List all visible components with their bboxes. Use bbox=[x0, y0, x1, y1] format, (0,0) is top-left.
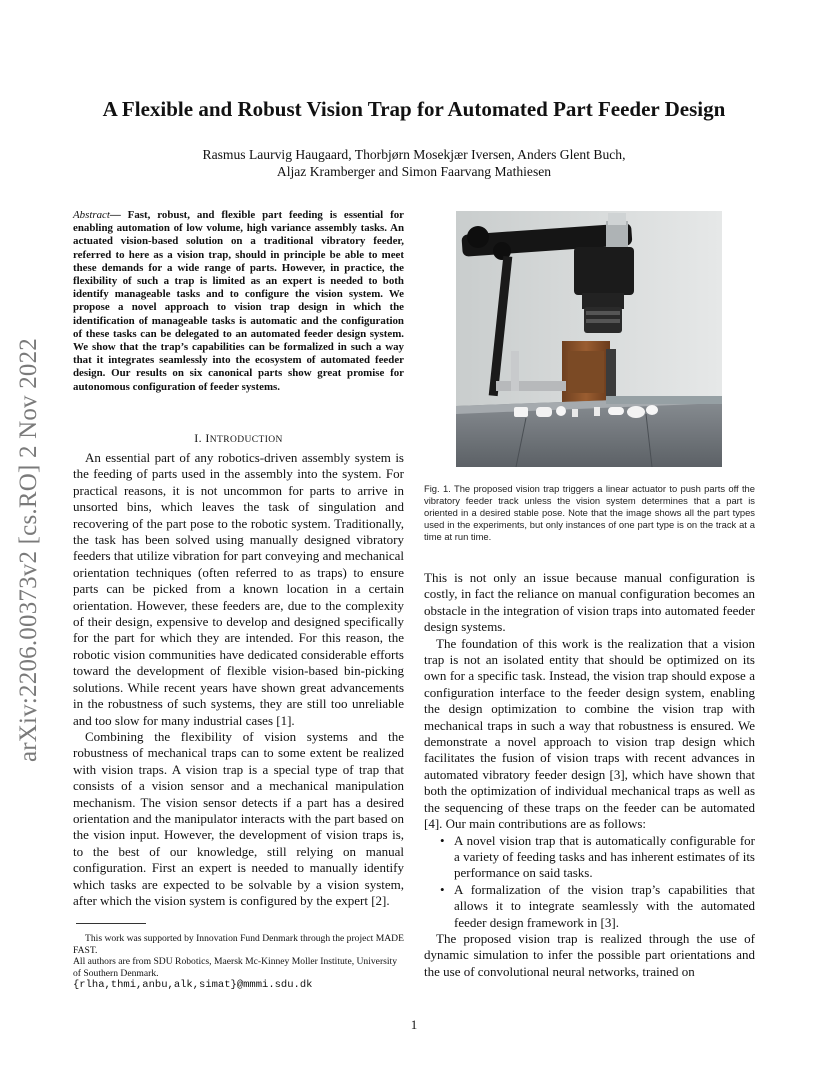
paragraph-intro-1: An essential part of any robotics-driven assembly system is the feeding of parts used in the assembly into the system. For practical reasons, it is not uncommon for parts to arrive in unsorted bins, which leaves the task of singulation and recovering of the part pose to the robotic system. Traditionally, the task has been solved using manually designed vibratory feeders that utilize vibration for part conveying and mechanical orientation techniques (often referred to as traps) to ensure parts can be picked from a known location in a certain orientation. However, these feeders are, due to the complexity of their design, expensive to develop and designed specifically for the part for which they are intended. For this reason, the robotic vision communities have dedicated considerable efforts toward the development of flexible vision-based bin-picking solutions. While recent years have shown great advancements in the robustness of such systems, they are still too unreliable and too slow for many industrial cases [1]. bbox=[73, 450, 404, 728]
arxiv-stamp bbox=[7, 290, 51, 810]
abstract-text: — Fast, robust, and flexible part feeding is essential for enabling automation of low volume, high variance assembly tasks. An actuated vision-based solution on a traditional vibratory feeder, referred to here as a vision trap, should in principle be able to meet these demands for a wide range of parts. However, in practice, the flexibility of such a trap is limited as an expert is needed to both identify manageable tasks and to configure the vision system. We propose a novel approach to vision trap design in which the identification of manageable tasks is automatic and the configuration of these tasks can be delegated to an automated feeder design system. We show that the trap’s capabilities can be formalized in such a way that it integrates seamlessly into the ecosystem of automated feeder design. Our results on six canonical parts show great promise for autonomous configuration of feeder systems. bbox=[73, 209, 404, 393]
abstract-label: Abstract bbox=[73, 209, 110, 221]
authors-line-2: Aljaz Kramberger and Simon Faarvang Mathiesen bbox=[276, 164, 552, 179]
footnote-funding: This work was supported by Innovation Fund Denmark through the project MADE FAST. bbox=[73, 933, 404, 956]
figure-caption-text: The proposed vision trap triggers a linear actuator to push parts off the vibratory feeder track unless the vision system determines that a part is oriented in a desired stable pose. Note that the image shows all the part types used in the experiments, but only instances of one part type is on the track at a time at run time. bbox=[424, 483, 755, 542]
footnotes bbox=[73, 933, 404, 992]
paragraph-intro-2: Combining the flexibility of vision systems and the robustness of mechanical traps can to some extent be realized with vision traps. A vision trap is a special type of trap that consists of a vision sensor and a mechanical manipulation mechanism. The vision sensor detects if a part has a desired orientation and the manipulator interacts with the part based on the vision input. However, the development of vision traps is, to the best of our knowledge, still relying on manual configuration. First an expert is needed to manually identify which tasks are expected to be solvable by a vision system, after which the vision system is configured by the expert [2]. bbox=[73, 728, 404, 908]
contribution-item: • A formalization of the vision trap’s capabilities that allows it to integrate seamlessly with the automated feeder design framework in [3]. bbox=[454, 882, 755, 931]
left-column-body bbox=[73, 450, 404, 909]
contribution-item: • A novel vision trap that is automatically configurable for a variety of feeding tasks and has inherent estimates of its performance on said tasks. bbox=[454, 833, 755, 882]
footnote-rule bbox=[76, 923, 146, 924]
paragraph-intro-4: The foundation of this work is the realization that a vision trap is not an isolated entity that should be optimized on its own for a specific task. Instead, the vision trap should expose a configuration interface to the feeder design system, enabling the design optimization to combine the vision trap with mechanical traps in such a way that robustness is ensured. We demonstrate a novel approach to vision trap design which facilitates the fusion of vision traps with recent advances in automated vibratory feeder design [3], which have shown that both the optimization of individual mechanical traps as well as the sequencing of these traps on the feeder can be automated [4]. Our main contributions are as follows: bbox=[424, 635, 755, 832]
right-column-body bbox=[424, 570, 755, 980]
paragraph-intro-3: This is not only an issue because manual configuration is costly, in fact the reliance on manual configuration becomes an obstacle in the integration of vision traps into automated feeder design systems. bbox=[424, 570, 755, 635]
section-number: I. bbox=[194, 431, 202, 445]
authors-line-1: Rasmus Laurvig Haugaard, Thorbjørn Mosekjær Iversen, Anders Glent Buch, bbox=[202, 147, 626, 162]
footnote-emails: {rlha,thmi,anbu,alk,simat}@mmmi.sdu.dk bbox=[73, 979, 313, 992]
section-heading-introduction bbox=[73, 431, 404, 446]
figure-vision-trap-photo bbox=[456, 211, 722, 467]
contributions-list bbox=[424, 833, 755, 931]
figure-caption-label: Fig. 1. bbox=[424, 483, 451, 494]
page-number: 1 bbox=[410, 1017, 418, 1032]
section-title-rest: NTRODUCTION bbox=[209, 435, 283, 445]
vision-trap-illustration bbox=[456, 211, 722, 467]
abstract bbox=[73, 209, 404, 394]
paper-title: A Flexible and Robust Vision Trap for Automated Part Feeder Design bbox=[102, 97, 726, 121]
paragraph-intro-5: The proposed vision trap is realized through the use of dynamic simulation to infer the possible part orientations and the use of convolutional neural networks, trained on bbox=[424, 930, 755, 979]
figure-caption bbox=[424, 483, 755, 543]
section-title-initial: I bbox=[205, 431, 210, 445]
footnote-affiliation: All authors are from SDU Robotics, Maersk Mc-Kinney Moller Institute, University of Southern Denmark. bbox=[73, 956, 397, 979]
arxiv-stamp-text: arXiv:2206.00373v2 [cs.RO] 2 Nov 2022 bbox=[15, 337, 42, 763]
